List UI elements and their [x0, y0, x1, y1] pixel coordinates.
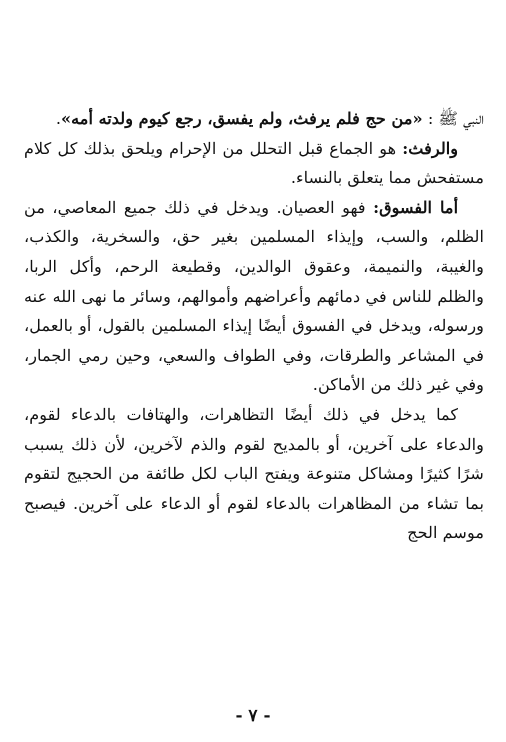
hadith-paragraph [24, 104, 484, 134]
demonstrations-text: كما يدخل في ذلك أيضًا التظاهرات، والهتافات بالدعاء لقوم، والدعاء على آخرين، أو بالمديح لقوم والذم لآخرين، لأن ذلك يسبب شرًا كثيرًا ومشاكل متنوعة ويفتح الباب لكل طائفة من الحجيج لتقوم بما تشاء من المظاهرات بالدعاء لقوم أو الدعاء على آخرين. فيصبح موسم الحج [24, 404, 484, 543]
fusuq-definition: فهو العصيان. ويدخل في ذلك جميع المعاصي، من الظلم، والسب، وإيذاء المسلمين بغير حق، والسخرية، والكذب، والغيبة، والنميمة، وعقوق الوالدين، وقطيعة الرحم، وأكل الربا، والظلم للناس في دمائهم وأعراضهم وأموالهم، وسائر ما نهى الله عنه ورسوله، ويدخل في الفسوق أيضًا إيذاء المسلمين بالقول، أو بالعمل، في المشاعر والطرقات، وفي الطواف والسعي، وحين رمي الجمار، وفي غير ذلك من الأماكن. [24, 197, 484, 395]
hadith-quote: «من حج فلم يرفث، ولم يفسق، رجع كيوم ولدته أمه» [61, 109, 423, 128]
rafath-term: والرفث: [402, 138, 459, 158]
body-text [24, 104, 484, 548]
demonstrations-paragraph [24, 400, 484, 548]
page-number: - ٧ - [235, 706, 271, 726]
hadith-intro: النبي ﷺ : [427, 109, 484, 128]
rafath-paragraph [24, 134, 484, 193]
hadith-end: . [55, 109, 62, 128]
rafath-definition: هو الجماع قبل التحلل من الإحرام ويلحق بذلك كل كلام مستفحش مما يتعلق بالنساء. [24, 138, 484, 188]
fusuq-paragraph [24, 193, 484, 400]
fusuq-term: أما الفسوق: [373, 197, 459, 217]
